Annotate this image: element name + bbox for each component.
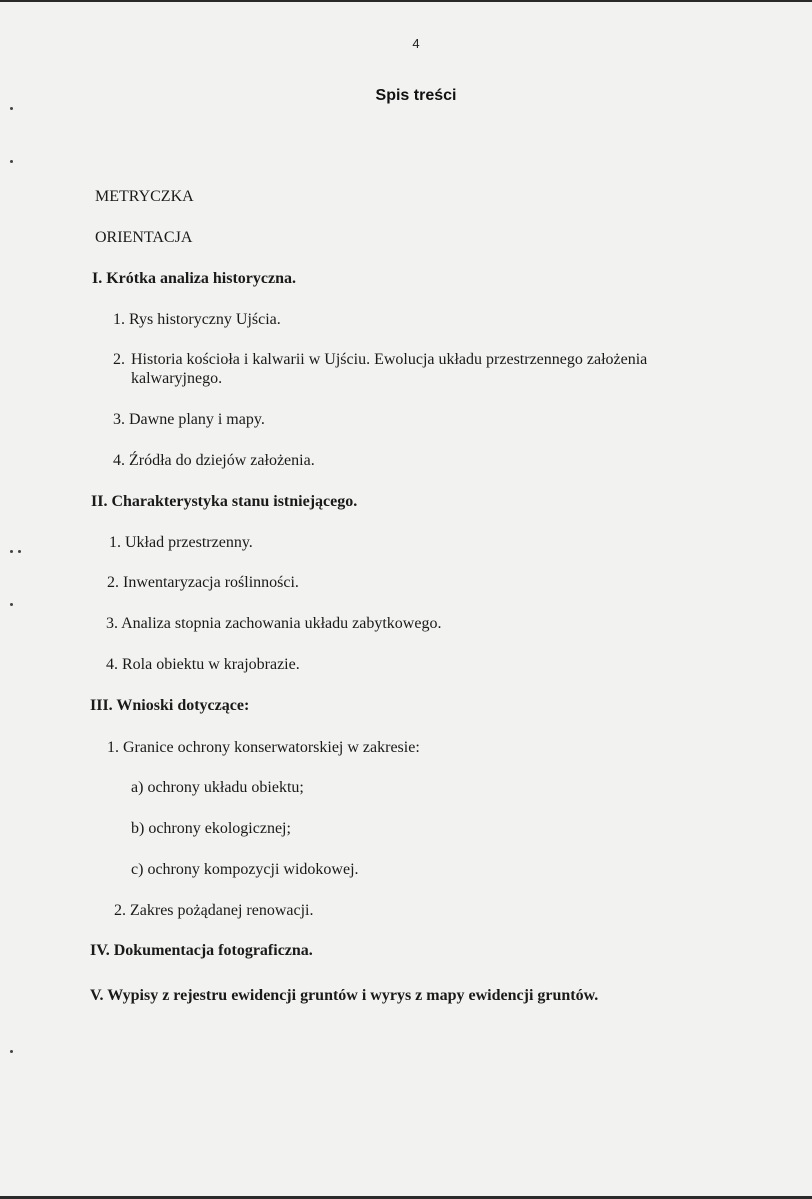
section-number: I. bbox=[92, 270, 103, 287]
subitem-label: ochrony kompozycji widokowej. bbox=[147, 861, 359, 878]
item-label: Historia kościoła i kalwarii w Ujściu. Ewolucja układu przestrzennego założenia kalwaryjnego. bbox=[131, 351, 648, 387]
item-label: Układ przestrzenny. bbox=[125, 534, 253, 551]
toc-subitem bbox=[131, 860, 359, 879]
page-title: Spis treści bbox=[375, 87, 457, 104]
toc-item bbox=[107, 573, 299, 592]
section-label: Krótka analiza historyczna. bbox=[106, 270, 296, 287]
subitem-letter: a) bbox=[131, 779, 144, 796]
toc-item bbox=[113, 410, 265, 429]
item-label: Rys historyczny Ujścia. bbox=[129, 311, 281, 328]
section-label: Charakterystyka stanu istniejącego. bbox=[111, 493, 358, 510]
item-label: Granice ochrony konserwatorskiej w zakresie: bbox=[123, 739, 420, 756]
item-number: 2. bbox=[114, 902, 126, 919]
scan-speck bbox=[10, 160, 13, 163]
scan-speck bbox=[10, 550, 13, 553]
item-number: 2. bbox=[107, 574, 119, 591]
section-number: V. bbox=[90, 987, 104, 1004]
subitem-label: ochrony ekologicznej; bbox=[148, 820, 291, 837]
scan-speck bbox=[18, 550, 21, 553]
subitem-letter: b) bbox=[131, 820, 145, 837]
toc-subitem bbox=[131, 819, 291, 838]
toc-item bbox=[109, 533, 253, 552]
item-number: 1. bbox=[107, 739, 119, 756]
item-number: 1. bbox=[113, 311, 125, 328]
item-number: 3. bbox=[113, 411, 125, 428]
subitem-label: ochrony układu obiektu; bbox=[147, 779, 304, 796]
toc-item bbox=[114, 901, 313, 920]
toc-section-4 bbox=[90, 941, 313, 960]
item-number: 2. bbox=[113, 351, 125, 368]
item-number: 4. bbox=[113, 452, 125, 469]
toc-item bbox=[113, 451, 315, 470]
item-label: Dawne plany i mapy. bbox=[129, 411, 265, 428]
section-number: IV. bbox=[90, 942, 110, 959]
item-label: Zakres pożądanej renowacji. bbox=[130, 902, 314, 919]
section-label: Wypisy z rejestru ewidencji gruntów i wyrys z mapy ewidencji gruntów. bbox=[107, 987, 599, 1004]
section-label: Wnioski dotyczące: bbox=[116, 697, 250, 714]
toc-section-3 bbox=[90, 696, 249, 715]
toc-section-2 bbox=[91, 492, 357, 511]
toc-item bbox=[107, 738, 420, 757]
scan-speck bbox=[10, 603, 13, 606]
toc-item bbox=[106, 614, 441, 633]
toc-item bbox=[113, 350, 713, 388]
toc-entry-orientacja: ORIENTACJA bbox=[95, 229, 193, 246]
subitem-letter: c) bbox=[131, 861, 144, 878]
toc-entry-metryczka: METRYCZKA bbox=[95, 188, 194, 205]
item-number: 3. bbox=[106, 615, 118, 632]
item-label: Źródła do dziejów założenia. bbox=[129, 452, 315, 469]
item-label: Inwentaryzacja roślinności. bbox=[123, 574, 299, 591]
toc-section-1 bbox=[92, 269, 296, 288]
toc-subitem bbox=[131, 778, 304, 797]
scan-speck bbox=[10, 107, 13, 110]
item-number: 4. bbox=[106, 656, 118, 673]
section-number: II. bbox=[91, 493, 108, 510]
toc-section-5 bbox=[90, 986, 598, 1005]
item-number: 1. bbox=[109, 534, 121, 551]
section-number: III. bbox=[90, 697, 113, 714]
section-label: Dokumentacja fotograficzna. bbox=[113, 942, 313, 959]
page-number: 4 bbox=[412, 36, 420, 51]
scan-speck bbox=[10, 1050, 13, 1053]
toc-item bbox=[106, 655, 300, 674]
item-label: Rola obiektu w krajobrazie. bbox=[122, 656, 300, 673]
item-label: Analiza stopnia zachowania układu zabytkowego. bbox=[121, 615, 442, 632]
toc-item bbox=[113, 310, 281, 329]
